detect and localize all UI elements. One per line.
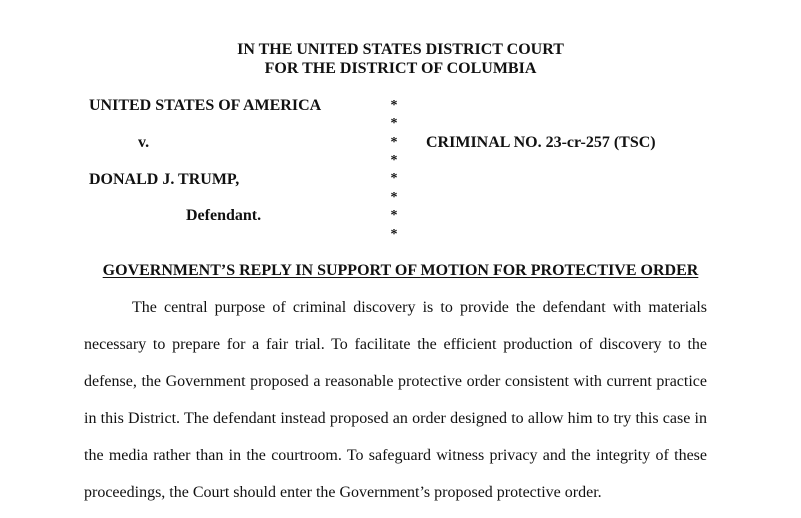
body-text-line: proceedings, the Court should enter the Government’s proposed protective order. [84,484,602,501]
body-text-line: necessary to prepare for a fair trial. To facilitate the efficient production of discovery to the [84,336,707,353]
case-number: CRIMINAL NO. 23-cr-257 (TSC) [426,134,656,151]
caption-separator-star: * [390,98,398,113]
caption-separator-star: * [390,190,398,205]
caption-separator-star: * [390,171,398,186]
caption-separator-star: * [390,135,398,150]
body-text-line: in this District. The defendant instead proposed an order designed to allow him to try this case in [84,410,707,427]
caption-plaintiff: UNITED STATES OF AMERICA [89,97,322,114]
caption-defendant-name: DONALD J. TRUMP, [89,171,240,188]
court-district: FOR THE DISTRICT OF COLUMBIA [264,60,537,77]
caption-versus: v. [138,134,150,151]
caption-separator-star: * [390,208,398,223]
document-title: GOVERNMENT’S REPLY IN SUPPORT OF MOTION FOR PROTECTIVE ORDER [102,262,699,279]
caption-separator-star: * [390,227,398,242]
body-text-line: the media rather than in the courtroom. To safeguard witness privacy and the integrity of these [84,447,707,464]
court-name: IN THE UNITED STATES DISTRICT COURT [237,41,564,58]
caption-defendant-role: Defendant. [186,207,262,224]
body-text-line: The central purpose of criminal discovery is to provide the defendant with materials [132,299,707,316]
body-text-line: defense, the Government proposed a reasonable protective order consistent with current practice [84,373,707,390]
caption-separator-star: * [390,153,398,168]
caption-separator-star: * [390,116,398,131]
